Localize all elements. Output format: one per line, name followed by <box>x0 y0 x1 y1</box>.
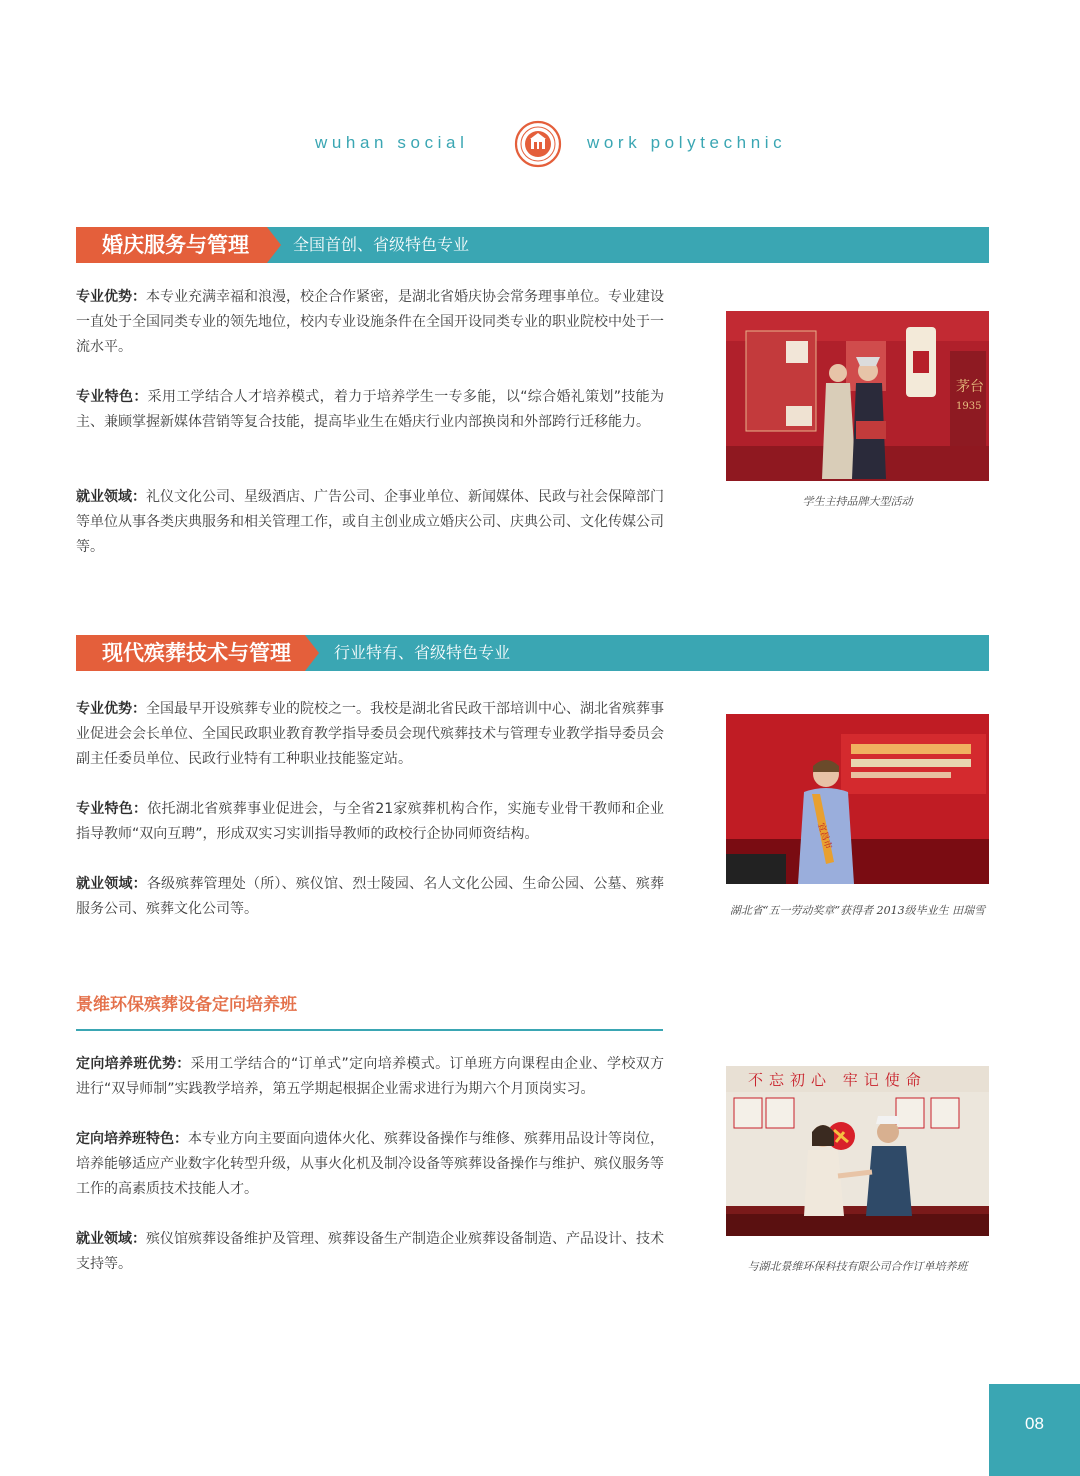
para-label: 专业优势： <box>76 701 146 717</box>
para-text: 各级殡葬管理处（所）、殡仪馆、烈士陵园、名人文化公园、生命公园、公墓、殡葬服务公司、殡葬文化公司等。 <box>76 876 665 917</box>
para-text: 殡仪馆殡葬设备维护及管理、殡葬设备生产制造企业殡葬设备制造、产品设计、技术支持等。 <box>76 1231 664 1272</box>
section3-photo-caption: 与湖北景维环保科技有限公司合作订单培养班 <box>747 1260 968 1273</box>
para-text: 采用工学结合人才培养模式，着力于培养学生一专多能，以“综合婚礼策划”技能为主、兼顾掌握新媒体营销等复合技能，提高毕业生在婚庆行业内部换岗和外部跨行迁移能力。 <box>76 389 664 430</box>
para-label: 专业特色： <box>76 801 148 817</box>
section1-para-feature <box>76 385 664 435</box>
photo2-sash-text: 宜昌市 <box>815 821 834 851</box>
header-left-text: wuhan social <box>315 133 469 152</box>
section2-band <box>76 635 989 671</box>
section1-photo-caption: 学生主持品牌大型活动 <box>802 495 913 508</box>
section1-title: 婚庆服务与管理 <box>76 227 267 263</box>
para-text: 本专业充满幸福和浪漫，校企合作紧密，是湖北省婚庆协会常务理事单位。专业建设一直处于全国同类专业的领先地位，校内专业设施条件在全国开设同类专业的职业院校中处于一流水平。 <box>76 289 664 355</box>
para-label: 专业特色： <box>76 389 148 405</box>
section1-para-advantage <box>76 285 664 360</box>
section2-para-advantage <box>76 697 664 772</box>
para-label: 专业优势： <box>76 289 146 305</box>
section2-photo <box>726 714 989 884</box>
section2-title: 现代殡葬技术与管理 <box>76 635 305 671</box>
para-text: 采用工学结合的“订单式”定向培养模式。订单班方向课程由企业、学校双方进行“双导师制”实践教学培养，第五学期起根据企业需求进行为期六个月顶岗实习。 <box>76 1056 664 1097</box>
section2-para-feature <box>76 797 664 847</box>
section1-subtitle: 全国首创、省级特色专业 <box>293 235 470 254</box>
para-label: 定向培养班特色： <box>76 1131 188 1147</box>
section2-subtitle: 行业特有、省级特色专业 <box>334 643 511 662</box>
section3-divider <box>76 1029 663 1031</box>
section3-photo <box>726 1066 989 1236</box>
photo1-brand-text: 茅台 <box>956 379 984 395</box>
para-label: 定向培养班优势： <box>76 1056 191 1072</box>
page-number: 08 <box>989 1384 1080 1476</box>
section1-photo <box>726 311 989 481</box>
para-label: 就业领域： <box>76 489 146 505</box>
section1-band <box>76 227 989 263</box>
header-right-text: work polytechnic <box>587 133 787 152</box>
para-label: 就业领域： <box>76 1231 146 1247</box>
section3-para-feature <box>76 1127 664 1202</box>
school-emblem-icon <box>514 120 562 168</box>
section3-title: 景维环保殡葬设备定向培养班 <box>76 995 297 1015</box>
para-label: 就业领域： <box>76 876 147 892</box>
photo3-banner-text: 不忘初心 牢记使命 <box>748 1071 927 1089</box>
section2-photo-caption: 湖北省“五一劳动奖章”获得者 2013级毕业生 田瑞雪 <box>729 904 986 917</box>
para-text: 依托湖北省殡葬事业促进会，与全省21家殡葬机构合作，实施专业骨干教师和企业指导教师“双向互聘”，形成双实习实训指导教师的政校行企协同师资结构。 <box>76 801 665 842</box>
section3-para-employment <box>76 1227 664 1277</box>
photo1-year-text: 1935 <box>956 401 982 412</box>
section3-para-advantage <box>76 1052 664 1102</box>
section1-para-employment <box>76 485 664 560</box>
para-text: 全国最早开设殡葬专业的院校之一。我校是湖北省民政干部培训中心、湖北省殡葬事业促进会会长单位、全国民政职业教育教学指导委员会现代殡葬技术与管理专业教学指导委员会副主任委员单位、民政行业特有工种职业技能鉴定站。 <box>76 701 664 767</box>
para-text: 礼仪文化公司、星级酒店、广告公司、企事业单位、新闻媒体、民政与社会保障部门等单位从事各类庆典服务和相关管理工作，或自主创业成立婚庆公司、庆典公司、文化传媒公司等。 <box>76 489 664 555</box>
para-text: 本专业方向主要面向遗体火化、殡葬设备操作与维修、殡葬用品设计等岗位，培养能够适应产业数字化转型升级，从事火化机及制冷设备等殡葬设备操作与维护、殡仪服务等工作的高素质技术技能人才。 <box>76 1131 664 1197</box>
section2-para-employment <box>76 872 664 922</box>
